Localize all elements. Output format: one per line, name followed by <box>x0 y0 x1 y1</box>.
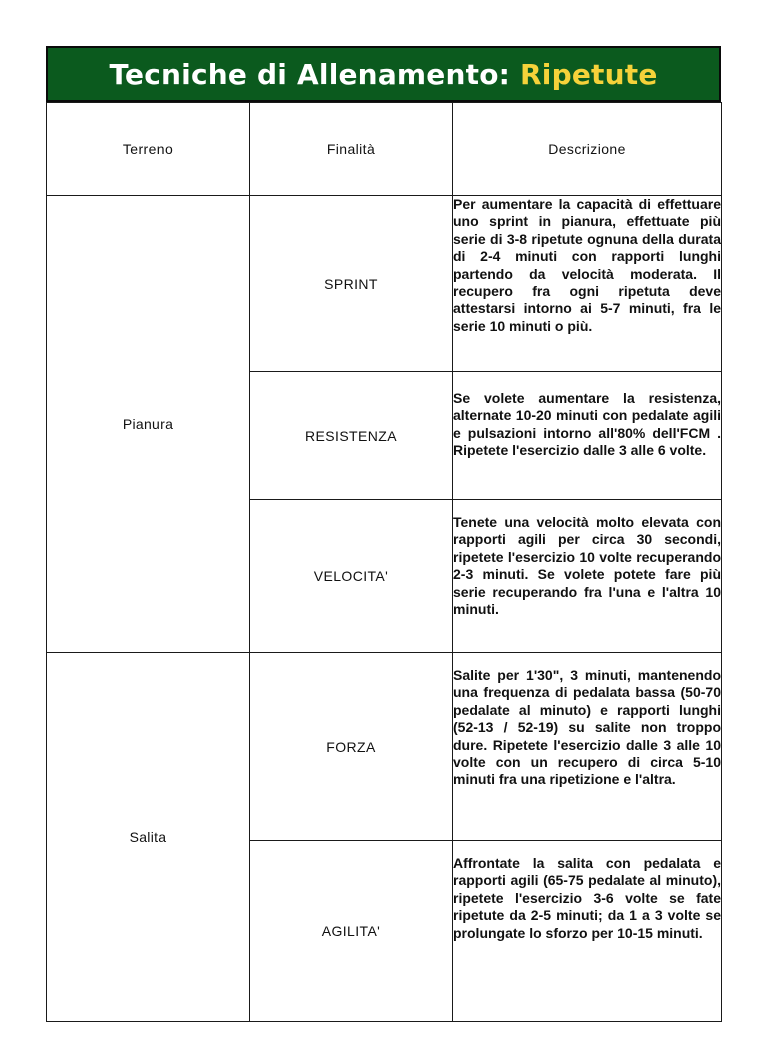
header-finalita: Finalità <box>250 103 453 196</box>
description-cell-resistenza <box>453 372 722 500</box>
description-text: Affrontate la salita con pedalata e rapporti agili (65-75 pedalate al minuto), ripetete l'esercizio 3-6 volte se fate ripetute da 2-5 minuti; da 1 a 3 volte se prolungate lo sforzo per 10-15 minuti. <box>453 855 721 941</box>
title-main: Tecniche di Allenamento: <box>109 57 511 91</box>
description-text: Salite per 1'30", 3 minuti, mantenendo una frequenza di pedalata bassa (50-70 pedalate al minuto) e rapporti lunghi (52-13 / 52-19) su salite non troppo dure. Ripetete l'esercizio dalle 3 alle 10 volte con un recupero di circa 5-10 minuti fra una ripetizione e l'altra. <box>453 667 721 788</box>
description-cell-agilita <box>453 841 722 1022</box>
description-text: Per aumentare la capacità di effettuare uno sprint in pianura, effettuate più serie di 3-8 ripetute ognuna della durata di 2-4 minuti con rapporti lunghi partendo da velocità moderata. Il recupero fra ogni ripetuta deve attestarsi intorno ai 5-7 minuti, fra le serie 10 minuti o più. <box>453 196 721 334</box>
terrain-cell-salita: Salita <box>47 653 250 1022</box>
description-text: Tenete una velocità molto elevata con rapporti agili per circa 30 secondi, ripetete l'esercizio 10 volte recuperando 2-3 minuti. Se volete potete fare più serie recuperando fra l'una e l'altra 10 minuti. <box>453 514 721 618</box>
aim-cell-agilita: AGILITA' <box>250 841 453 1022</box>
header-descrizione: Descrizione <box>453 103 722 196</box>
table-row <box>47 196 722 372</box>
description-cell-forza <box>453 653 722 841</box>
title-accent: Ripetute <box>520 57 658 91</box>
description-cell-velocita <box>453 500 722 653</box>
aim-cell-forza: FORZA <box>250 653 453 841</box>
document-sheet <box>46 46 721 1046</box>
description-cell-sprint <box>453 196 722 372</box>
aim-cell-sprint: SPRINT <box>250 196 453 372</box>
page-title <box>46 46 721 102</box>
header-terreno: Terreno <box>47 103 250 196</box>
table-row <box>47 653 722 841</box>
header-row <box>47 103 722 196</box>
terrain-cell-pianura: Pianura <box>47 196 250 653</box>
aim-cell-velocita: VELOCITA' <box>250 500 453 653</box>
description-text: Se volete aumentare la resistenza, alternate 10-20 minuti con pedalate agili e pulsazioni intorno all'80% dell'FCM . Ripetete l'esercizio dalle 3 alle 6 volte. <box>453 390 721 459</box>
aim-cell-resistenza: RESISTENZA <box>250 372 453 500</box>
training-table <box>46 102 722 1022</box>
